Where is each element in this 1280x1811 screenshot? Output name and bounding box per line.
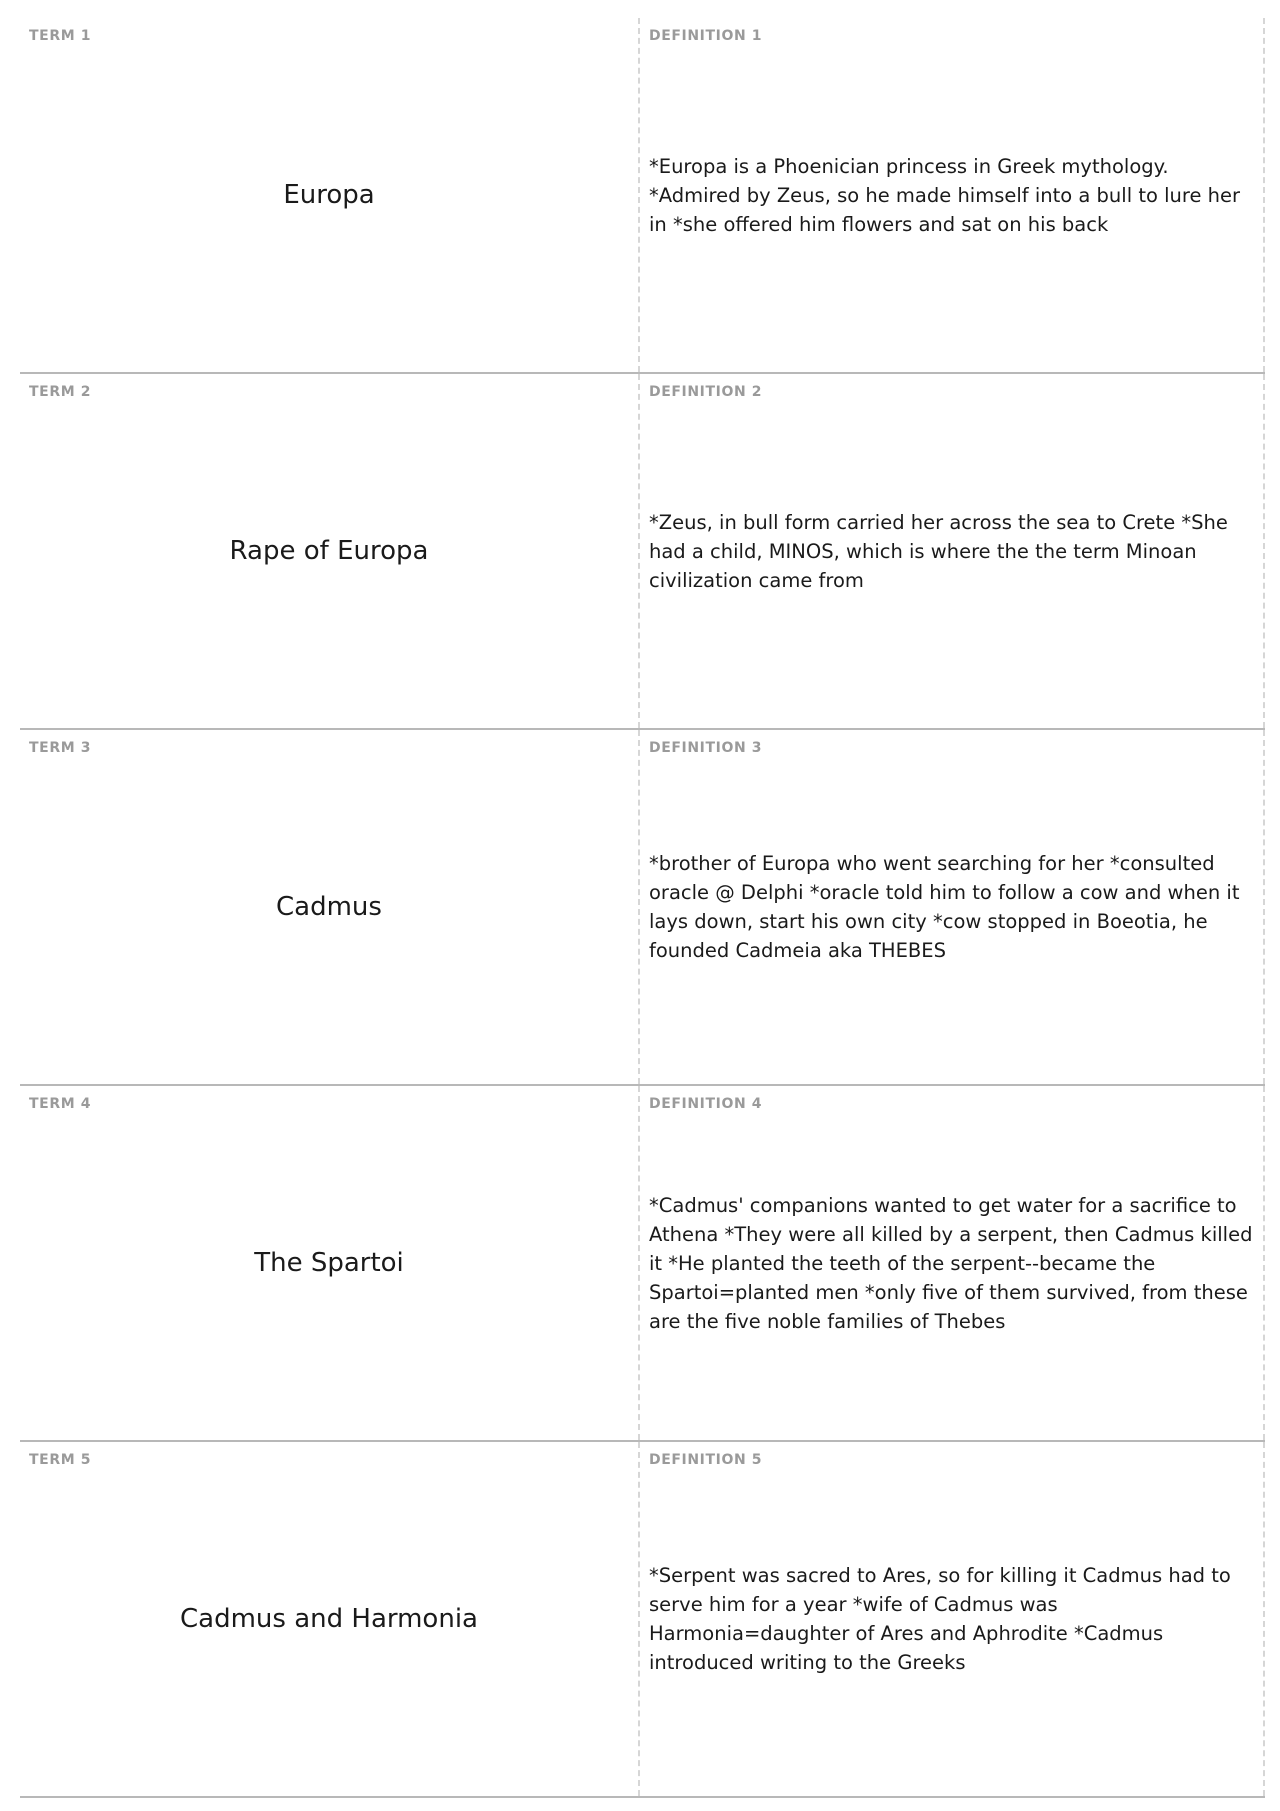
definition-text-wrap [649,18,1255,372]
definition-text: *Europa is a Phoenician princess in Greek mythology. *Admired by Zeus, so he made himself into a bull to lure her in *she offered him flowers and sat on his back [649,154,1241,236]
definition-cell [640,374,1265,728]
term-label: TERM 4 [29,1096,92,1112]
term-text: Europa [283,180,375,210]
definition-label: DEFINITION 3 [649,740,763,756]
term-cell [20,18,640,372]
term-text: The Spartoi [254,1248,404,1278]
term-text: Cadmus [276,892,382,922]
term-label: TERM 3 [29,740,92,756]
cell-divider [1263,1442,1265,1796]
term-label: TERM 5 [29,1452,92,1468]
cell-divider [1263,374,1265,728]
definition-cell [640,1442,1265,1796]
definition-label: DEFINITION 5 [649,1452,763,1468]
term-text: Rape of Europa [229,536,429,566]
flashcard-row [20,1442,1265,1798]
definition-text-wrap [649,1442,1255,1796]
definition-text-wrap [649,374,1255,728]
definition-text-wrap [649,730,1255,1084]
flashcard-row [20,730,1265,1086]
term-text: Cadmus and Harmonia [180,1604,478,1634]
term-label: TERM 1 [29,28,92,44]
definition-label: DEFINITION 4 [649,1096,763,1112]
definition-cell [640,1086,1265,1440]
term-label: TERM 2 [29,384,92,400]
definition-text: *Zeus, in bull form carried her across the sea to Crete *She had a child, MINOS, which is where the the term Minoan civilization came from [649,510,1228,592]
flashcard-sheet [20,18,1265,1798]
definition-cell [640,730,1265,1084]
definition-text: *Cadmus' companions wanted to get water for a sacrifice to Athena *They were all killed by a serpent, then Cadmus killed it *He planted the teeth of the serpent--became the Spartoi=planted men *only five of them survived, from these are the five noble families of Thebes [649,1193,1253,1333]
term-cell [20,1086,640,1440]
definition-text: *Serpent was sacred to Ares, so for killing it Cadmus had to serve him for a year *wife of Cadmus was Harmonia=daughter of Ares and Aphrodite *Cadmus introduced writing to the Greeks [649,1564,1231,1674]
definition-label: DEFINITION 2 [649,384,763,400]
flashcard-row [20,1086,1265,1442]
term-cell [20,374,640,728]
term-cell [20,730,640,1084]
definition-label: DEFINITION 1 [649,28,763,44]
cell-divider [1263,1086,1265,1440]
definition-text-wrap [649,1086,1255,1440]
definition-text: *brother of Europa who went searching for her *consulted oracle @ Delphi *oracle told him to follow a cow and when it lays down, start his own city *cow stopped in Boeotia, he founded Cadmeia aka THEBES [649,852,1240,962]
flashcard-row [20,18,1265,374]
flashcard-row [20,374,1265,730]
definition-cell [640,18,1265,372]
cell-divider [1263,18,1265,372]
term-cell [20,1442,640,1796]
cell-divider [1263,730,1265,1084]
